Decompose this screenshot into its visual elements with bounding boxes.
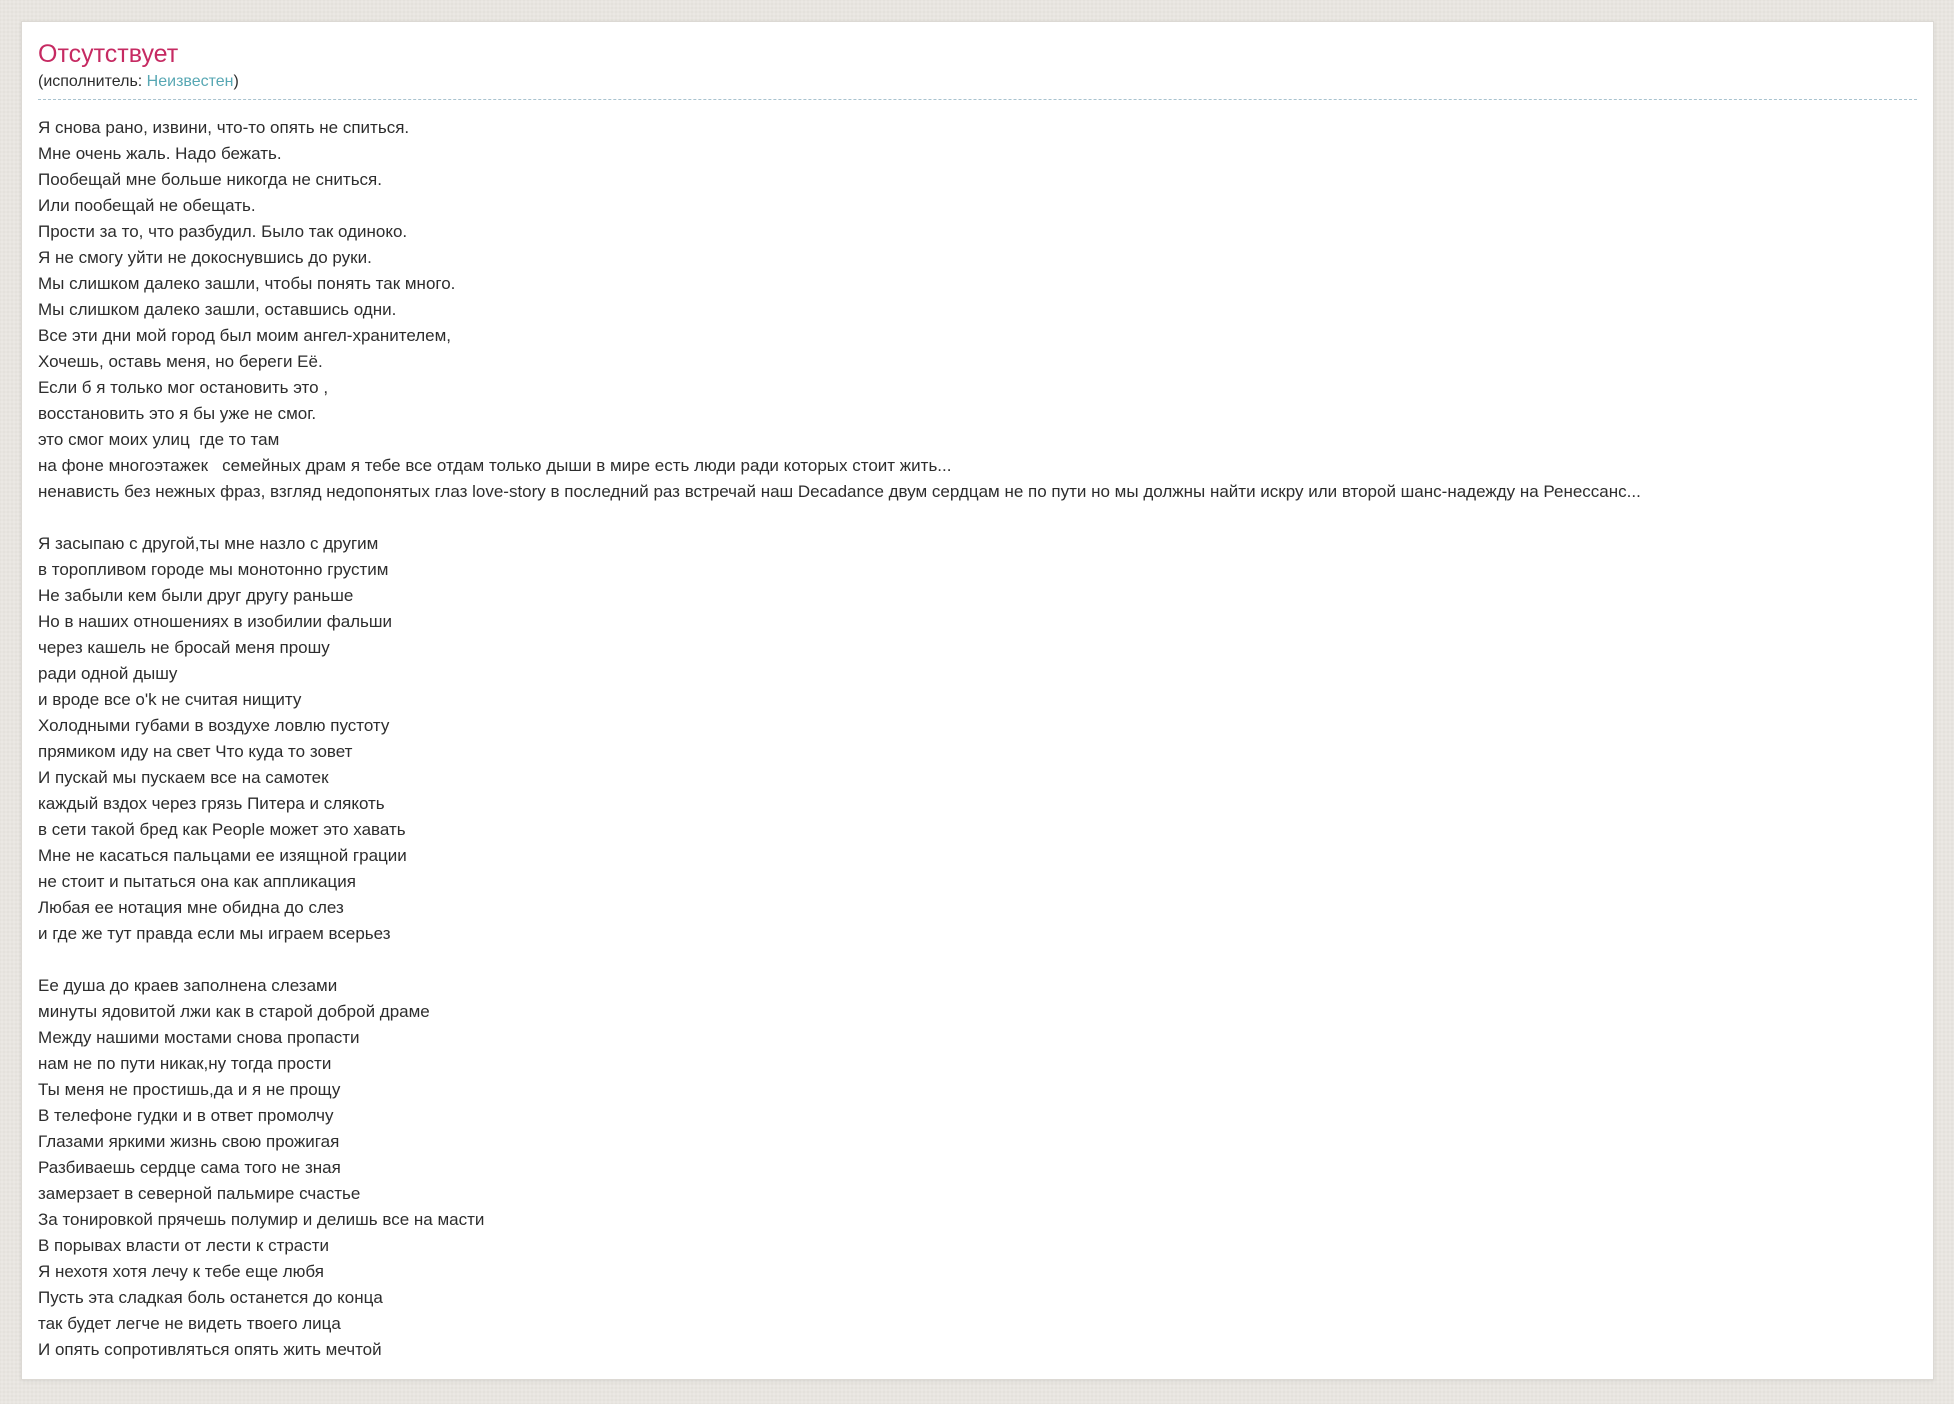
lyric-line: Пусть эта сладкая боль останется до конца	[38, 1288, 383, 1307]
lyric-line: Глазами яркими жизнь свою прожигая	[38, 1132, 340, 1151]
lyric-line: Мне не касаться пальцами ее изящной грации	[38, 846, 407, 865]
lyric-line: в сети такой бред как People может это хавать	[38, 820, 406, 839]
stanza	[38, 531, 1917, 947]
lyric-line: и вроде все o'k не считая нищиту	[38, 690, 302, 709]
lyric-line: В порывах власти от лести к страсти	[38, 1236, 330, 1255]
lyric-line: Или пообещай не обещать.	[38, 196, 256, 215]
lyric-line: Холодными губами в воздухе ловлю пустоту	[38, 716, 390, 735]
lyric-line: Любая ее нотация мне обидна до слез	[38, 898, 344, 917]
lyric-line: Ты меня не простишь,да и я не прощу	[38, 1080, 341, 1099]
lyric-line: Я не смогу уйти не докоснувшись до руки.	[38, 248, 372, 267]
lyric-line: Я нехотя хотя лечу к тебе еще любя	[38, 1262, 324, 1281]
lyric-line: это смог моих улиц где то там	[38, 430, 280, 449]
lyric-line: Но в наших отношениях в изобилии фальши	[38, 612, 393, 631]
lyric-line: ненависть без нежных фраз, взгляд недопонятых глаз love-story в последний раз встречай наш Decadance двум сердцам не по пути но мы должны найти искру или второй шанс-надежду на Ренессанс...	[38, 482, 1641, 501]
lyric-line: каждый вздох через грязь Питера и слякоть	[38, 794, 385, 813]
lyric-line: Ее душа до краев заполнена слезами	[38, 976, 338, 995]
lyric-line: так будет легче не видеть твоего лица	[38, 1314, 341, 1333]
lyric-line: Мне очень жаль. Надо бежать.	[38, 144, 282, 163]
lyric-line: Мы слишком далеко зашли, оставшись одни.	[38, 300, 397, 319]
song-title: Отсутствует	[38, 40, 179, 68]
lyric-line: и где же тут правда если мы играем всерьез	[38, 924, 391, 943]
lyric-line: прямиком иду на свет Что куда то зовет	[38, 742, 353, 761]
artist-link[interactable]: Неизвестен	[146, 73, 234, 90]
lyric-line: Я засыпаю с другой,ты мне назло с другим	[38, 534, 379, 553]
lyric-line: Пообещай мне больше никогда не сниться.	[38, 170, 382, 189]
lyrics-text	[38, 115, 1917, 1363]
artist-prefix: (исполнитель:	[38, 73, 147, 90]
lyric-line: восстановить это я бы уже не смог.	[38, 404, 317, 423]
lyric-line: через кашель не бросай меня прошу	[38, 638, 330, 657]
lyrics-card	[21, 21, 1934, 1380]
lyric-line: И опять сопротивляться опять жить мечтой	[38, 1340, 382, 1359]
lyric-line: И пускай мы пускаем все на самотек	[38, 768, 329, 787]
lyric-line: Хочешь, оставь меня, но береги Её.	[38, 352, 323, 371]
lyric-line: нам не по пути никак,ну тогда прости	[38, 1054, 332, 1073]
artist-suffix: )	[233, 73, 239, 90]
lyric-line: в торопливом городе мы монотонно грустим	[38, 560, 389, 579]
lyric-line: Прости за то, что разбудил. Было так одиноко.	[38, 222, 408, 241]
lyric-line: Мы слишком далеко зашли, чтобы понять так много.	[38, 274, 456, 293]
lyric-line: минуты ядовитой лжи как в старой доброй драме	[38, 1002, 430, 1021]
stanza	[38, 973, 1917, 1363]
lyric-line: Я снова рано, извини, что-то опять не спиться.	[38, 118, 410, 137]
song-header	[38, 40, 1917, 100]
lyric-line: замерзает в северной пальмире счастье	[38, 1184, 361, 1203]
lyric-line: Если б я только мог остановить это ,	[38, 378, 329, 397]
artist-line	[38, 72, 1917, 100]
lyric-line: За тонировкой прячешь полумир и делишь все на масти	[38, 1210, 485, 1229]
lyric-line: Все эти дни мой город был моим ангел-хранителем,	[38, 326, 452, 345]
stanza	[38, 115, 1917, 505]
lyric-line: на фоне многоэтажек семейных драм я тебе все отдам только дыши в мире есть люди ради которых стоит жить...	[38, 456, 952, 475]
lyric-line: В телефоне гудки и в ответ промолчу	[38, 1106, 334, 1125]
lyric-line: Разбиваешь сердце сама того не зная	[38, 1158, 341, 1177]
lyric-line: ради одной дышу	[38, 664, 178, 683]
lyric-line: Не забыли кем были друг другу раньше	[38, 586, 354, 605]
lyric-line: Между нашими мостами снова пропасти	[38, 1028, 360, 1047]
lyric-line: не стоит и пытаться она как аппликация	[38, 872, 356, 891]
